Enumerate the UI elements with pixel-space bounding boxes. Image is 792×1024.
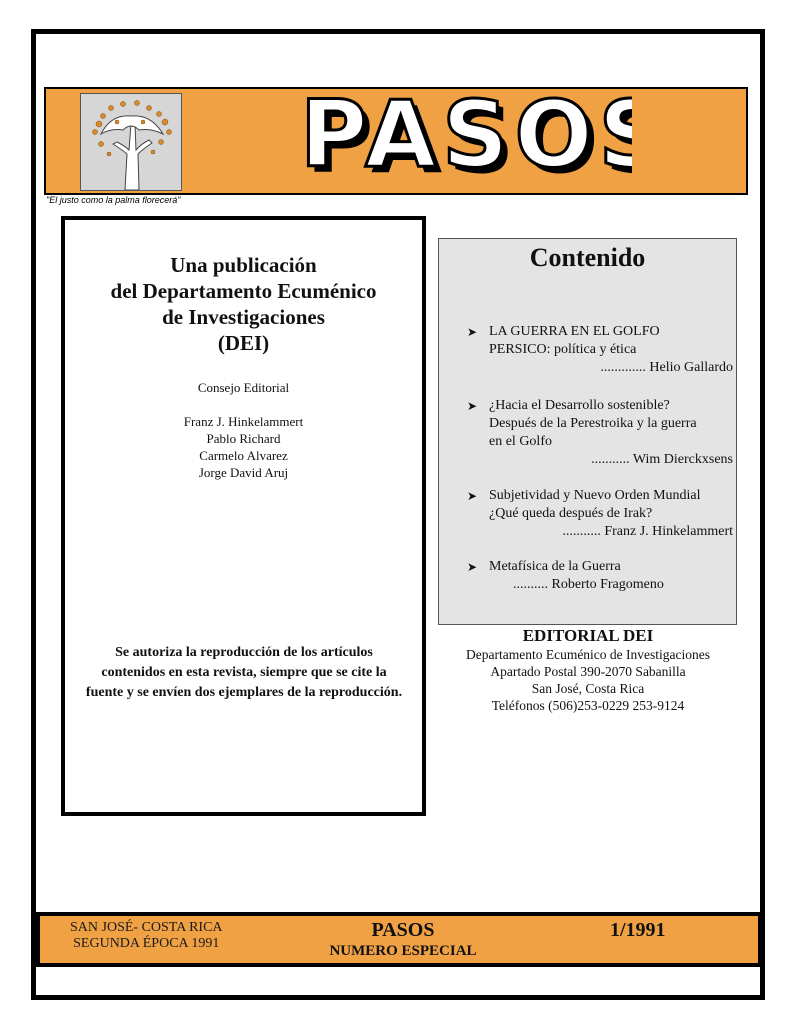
title-line: Una publicación (170, 253, 317, 277)
title-line: de Investigaciones (162, 305, 325, 329)
palm-tree-logo (80, 93, 182, 191)
publication-title (65, 252, 422, 356)
toc-item (467, 487, 735, 541)
masthead-text: PASO (300, 90, 599, 188)
footer-title: PASOS (371, 919, 435, 941)
editor-name: Jorge David Aruj (198, 465, 289, 480)
toc-item (467, 397, 735, 469)
toc-item (467, 558, 735, 594)
editor-name: Pablo Richard (206, 431, 281, 446)
toc-line: PERSICO: política y ética (489, 342, 637, 357)
footer-subtitle: NUMERO ESPECIAL (329, 943, 477, 959)
footer-issue: 1/1991 (610, 919, 666, 941)
toc-author: ........... Wim Dierckxsens (591, 452, 733, 467)
publication-box (61, 216, 426, 816)
editorial-line: San José, Costa Rica (531, 681, 645, 696)
footer-city: SAN JOSÉ- COSTA RICA (70, 920, 223, 935)
footer-epoch: SEGUNDA ÉPOCA 1991 (73, 936, 220, 951)
footer-title-block (308, 918, 498, 960)
title-line: (DEI) (217, 331, 270, 355)
contents-title: Contenido (529, 243, 646, 272)
editor-name: Carmelo Alvarez (199, 448, 288, 463)
editorial-line: Apartado Postal 390-2070 Sabanilla (490, 664, 686, 679)
footer-band (36, 912, 762, 967)
editorial-line: Departamento Ecuménico de Investigaciones (465, 647, 711, 662)
reproduction-note: Se autoriza la reproducción de los artículos contenidos en esta revista, siempre que se cite la fuente y se envíen dos ejemplares de la reproducción. (85, 645, 403, 700)
toc-author: ........... Franz J. Hinkelammert (562, 524, 733, 539)
title-line: del Departamento Ecuménico (110, 279, 377, 303)
editorial-info (438, 626, 738, 714)
editorial-title: EDITORIAL DEI (522, 626, 654, 645)
toc-item (467, 323, 735, 377)
toc-line: ¿Hacia el Desarrollo sostenible? (489, 398, 670, 413)
toc-line: Después de la Perestroika y la guerra (489, 416, 697, 431)
svg-text:PASOS: PASO (306, 90, 605, 190)
contents-box (438, 238, 737, 625)
arrow-bullet-icon: ➤ (467, 399, 478, 413)
editors-list (65, 413, 422, 481)
arrow-bullet-icon: ➤ (467, 489, 478, 503)
toc-line: en el Golfo (489, 434, 552, 449)
toc-line: Metafísica de la Guerra (489, 559, 621, 574)
motto: "El justo como la palma florecerá" (46, 195, 181, 205)
toc-line: Subjetividad y Nuevo Orden Mundial (489, 488, 701, 503)
arrow-bullet-icon: ➤ (467, 325, 478, 339)
masthead-title (292, 90, 632, 190)
toc-line: LA GUERRA EN EL GOLFO (489, 324, 660, 339)
toc-line: ¿Qué queda después de Irak? (489, 506, 653, 521)
editor-name: Franz J. Hinkelammert (183, 414, 304, 429)
editorial-line: Teléfonos (506)253-0229 253-9124 (491, 698, 685, 713)
toc-author: .......... Roberto Fragomeno (513, 577, 664, 592)
toc-author: ............. Helio Gallardo (600, 360, 733, 375)
footer-location (70, 920, 223, 952)
consejo-label: Consejo Editorial (197, 380, 290, 395)
arrow-bullet-icon: ➤ (467, 560, 478, 574)
